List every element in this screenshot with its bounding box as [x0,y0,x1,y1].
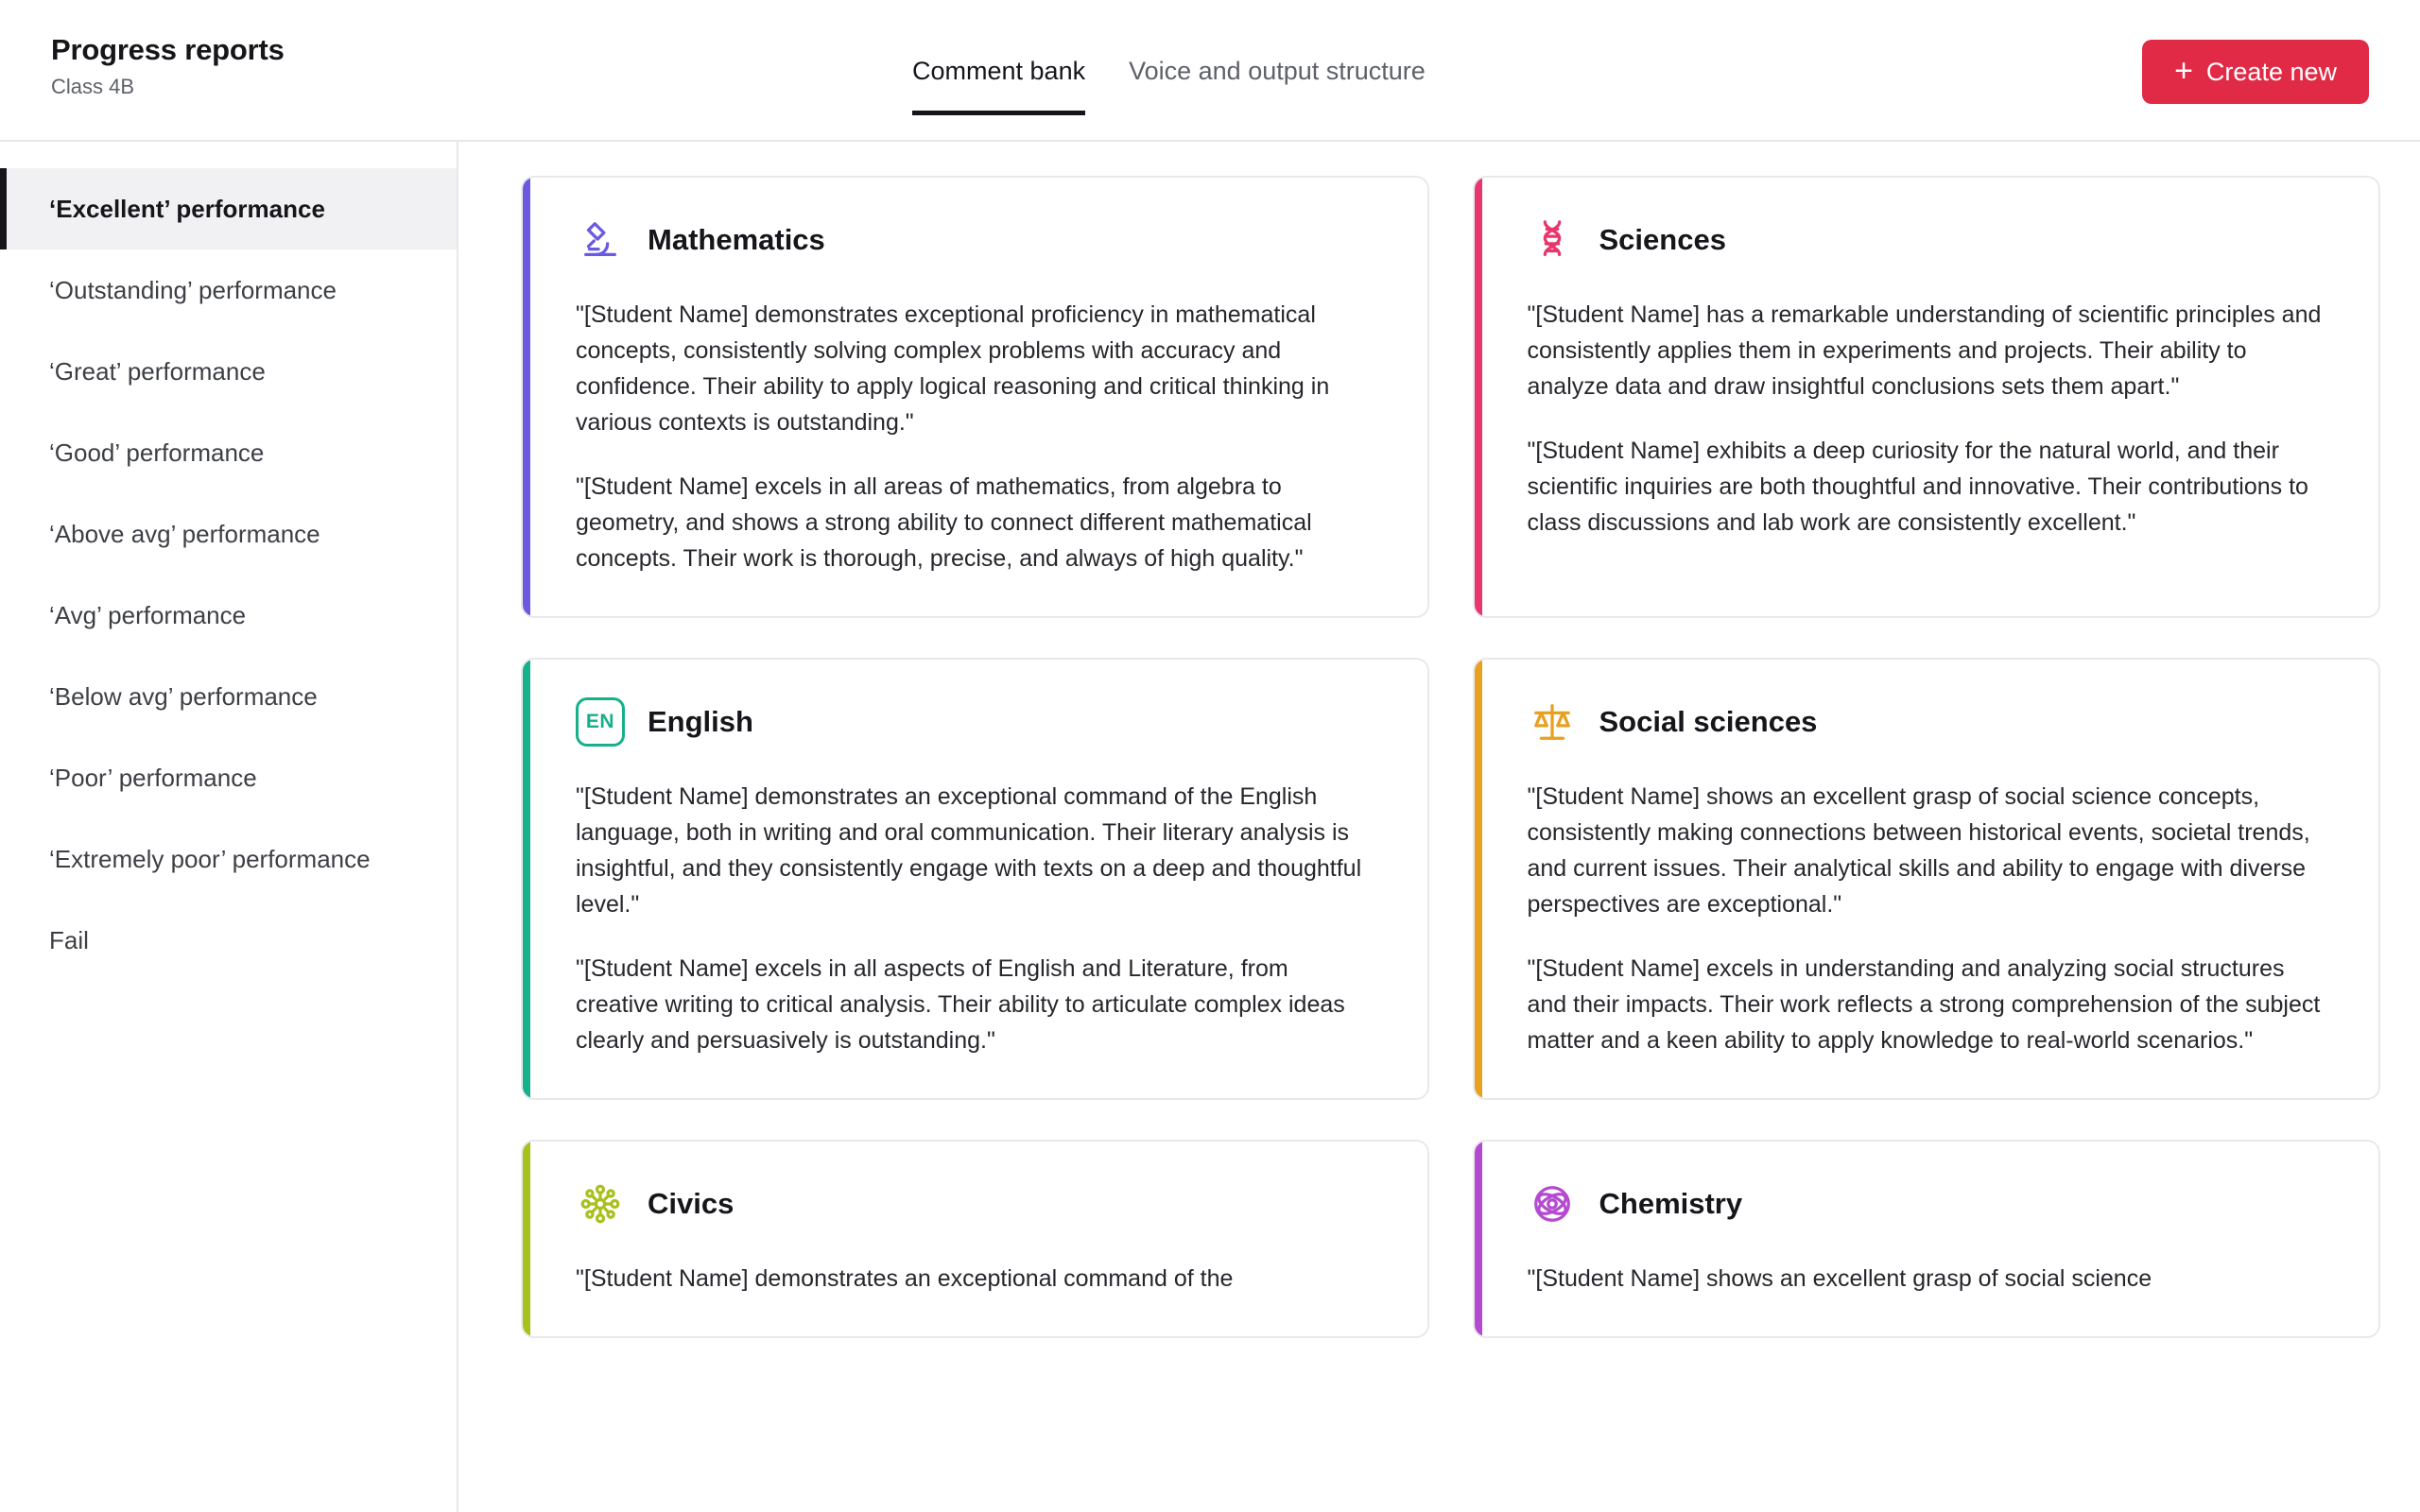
card-header [576,1179,1376,1228]
card-title: Chemistry [1599,1187,1743,1220]
card-header [576,697,1376,747]
card-paragraph: "[Student Name] demonstrates exceptional proficiency in mathematical concepts, consistently solving complex problems with accuracy and confidence. Their ability to apply logical reasoning and critical thinking in various contexts is outstanding." [576,301,1330,436]
card-paragraph: "[Student Name] excels in all areas of mathematics, from algebra to geometry, and shows a strong ability to connect different mathematical concepts. Their work is thorough, precise, and always of high quality." [576,473,1312,572]
sidebar-item-great[interactable] [0,331,457,412]
card-title: Social sciences [1599,705,1818,738]
sidebar-item-good[interactable] [0,412,457,493]
create-new-button[interactable] [2142,40,2369,104]
app-body [0,142,2420,1512]
sidebar-item-label: ‘Great’ performance [49,356,266,386]
card-header [576,215,1376,265]
card-title: Civics [648,1187,735,1220]
sidebar-item-fail[interactable] [0,900,457,981]
en-badge-icon: EN [576,697,625,747]
atom-icon [1528,1179,1577,1228]
sidebar-item-label: ‘Avg’ performance [49,600,247,629]
sidebar-item-label: ‘Good’ performance [49,438,265,467]
card-paragraph: "[Student Name] shows an excellent grasp of social science concepts, consistently making connections between historical events, societal trends, and current issues. Their analytical skills and ability to engage with diverse perspectives are exceptional." [1527,783,2310,918]
sidebar-item-label: ‘Above avg’ performance [49,519,320,548]
tab-voice-and-output-structure[interactable]: Voice and output structure [1129,57,1426,85]
sidebar-item-label: Fail [49,925,89,954]
sidebar-item-label: ‘Extremely poor’ performance [49,844,371,873]
comment-card-chemistry[interactable] [1473,1140,2381,1338]
microscope-icon [576,215,625,265]
sidebar-item-below-avg[interactable] [0,656,457,737]
sidebar-item-outstanding[interactable] [0,249,457,331]
comment-card-sciences[interactable] [1473,176,2381,618]
card-header [1528,215,2328,265]
card-title: English [648,705,753,738]
brand [51,32,285,99]
dna-icon [1528,215,1577,265]
page-title: Progress reports [51,33,285,66]
tab-bar [912,57,1426,115]
card-paragraph: "[Student Name] demonstrates an exceptional command of the English language, both in writing and oral communication. Their literary analysis is insightful, and they consistently engage with texts on a deep and thoughtful level." [576,783,1362,918]
card-paragraph: "[Student Name] excels in understanding and analyzing social structures and their impacts. Their work reflects a strong comprehension of the subject matter and a keen ability to apply knowledge to real-world scenarios." [1527,955,2321,1054]
sidebar-item-label: ‘Excellent’ performance [49,194,325,223]
comment-card-grid [521,176,2380,1338]
sidebar-item-label: ‘Below avg’ performance [49,681,318,711]
sidebar-item-avg[interactable] [0,575,457,656]
card-title: Mathematics [648,223,825,256]
card-header [1528,697,2328,747]
sidebar-item-above-avg[interactable] [0,493,457,575]
comment-card-social-sciences[interactable] [1473,658,2381,1100]
page-subtitle: Class 4B [51,75,135,99]
sidebar-item-poor[interactable] [0,737,457,818]
card-paragraph: "[Student Name] exhibits a deep curiosity for the natural world, and their scientific inquiries are both thoughtful and innovative. Their contributions to class discussions and lab work are consistently excellent." [1527,438,2308,536]
sidebar [0,142,458,1512]
card-header [1528,1179,2328,1228]
scales-icon [1528,697,1577,747]
network-icon [576,1179,625,1228]
card-paragraph: "[Student Name] demonstrates an exceptional command of the [576,1265,1234,1292]
sidebar-item-excellent[interactable] [0,168,457,249]
tab-comment-bank[interactable]: Comment bank [912,57,1085,115]
comment-card-english[interactable] [521,658,1429,1100]
sidebar-item-extremely-poor[interactable] [0,818,457,900]
create-new-label: Create new [2205,57,2337,86]
card-title: Sciences [1599,223,1726,256]
sidebar-item-label: ‘Poor’ performance [49,763,257,792]
sidebar-item-label: ‘Outstanding’ performance [49,275,337,304]
card-paragraph: "[Student Name] has a remarkable understanding of scientific principles and consistently applies them in experiments and projects. Their ability to analyze data and draw insightful conclusions sets them apart." [1527,301,2322,400]
plus-icon: + [2174,52,2193,89]
card-paragraph: "[Student Name] shows an excellent grasp of social science [1527,1265,2152,1292]
card-paragraph: "[Student Name] excels in all aspects of English and Literature, from creative writing to critical analysis. Their ability to articulate complex ideas clearly and persuasively is outstanding." [576,955,1345,1054]
comment-card-civics[interactable] [521,1140,1429,1338]
comment-bank-panel [458,142,2420,1512]
comment-card-mathematics[interactable] [521,176,1429,618]
app-header [0,0,2420,142]
